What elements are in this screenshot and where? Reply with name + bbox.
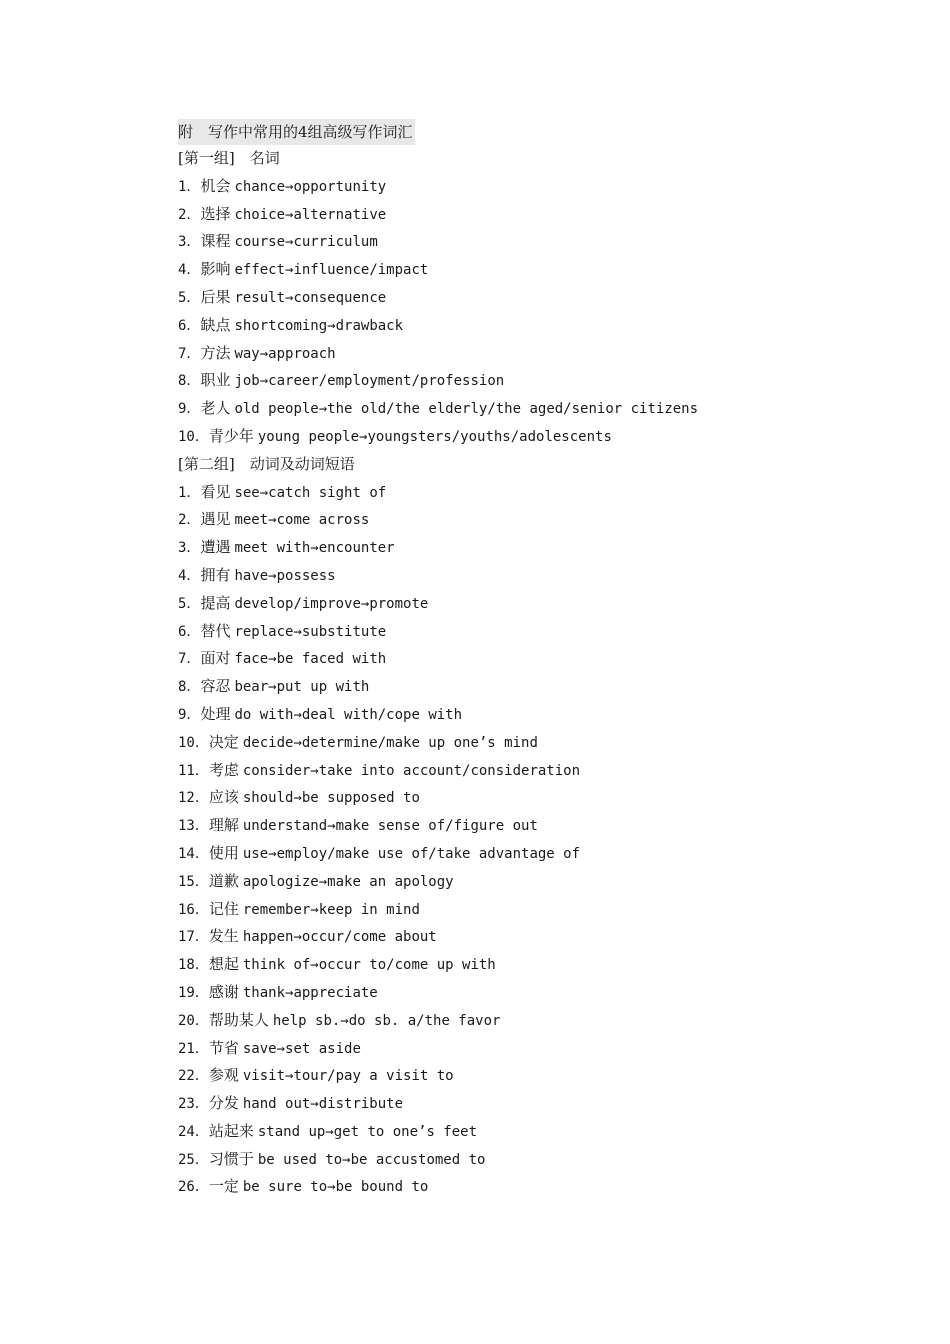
item-english: choice→alternative <box>234 206 387 223</box>
item-chinese: 看见 <box>200 482 231 501</box>
item-english: happen→occur/come about <box>242 929 437 946</box>
list-item <box>178 784 878 812</box>
list-item <box>178 701 878 729</box>
item-chinese: 容忍 <box>200 677 231 696</box>
item-english: meet with→encounter <box>234 540 395 557</box>
item-chinese: 替代 <box>200 621 231 640</box>
list-item <box>178 1090 878 1118</box>
item-chinese: 理解 <box>208 816 239 835</box>
item-english: apologize→make an apology <box>242 873 454 890</box>
list-item <box>178 228 878 256</box>
item-number: 2． <box>178 512 201 529</box>
item-number: 19． <box>178 984 209 1001</box>
item-chinese: 使用 <box>208 843 239 862</box>
item-english: save→set aside <box>242 1040 361 1057</box>
item-english: see→catch sight of <box>234 484 387 501</box>
item-english: consider→take into account/consideration <box>242 762 581 779</box>
item-number: 1． <box>178 178 201 195</box>
item-number: 13． <box>178 818 209 835</box>
item-chinese: 道歉 <box>208 871 239 890</box>
item-english: visit→tour/pay a visit to <box>242 1068 454 1085</box>
item-number: 2． <box>178 206 201 223</box>
item-english: understand→make sense of/figure out <box>242 818 538 835</box>
item-english: thank→appreciate <box>242 984 378 1001</box>
item-english: decide→determine/make up one’s mind <box>242 734 538 751</box>
item-chinese: 遭遇 <box>200 538 231 557</box>
item-number: 7． <box>178 345 201 362</box>
item-english: old people→the old/the elderly/the aged/senior citizens <box>234 401 699 418</box>
item-english: stand up→get to one’s feet <box>257 1123 478 1140</box>
item-english: remember→keep in mind <box>242 901 420 918</box>
item-english: use→employ/make use of/take advantage of <box>242 845 581 862</box>
item-chinese: 分发 <box>208 1094 239 1113</box>
item-english: be used to→be accustomed to <box>257 1151 486 1168</box>
item-chinese: 老人 <box>200 399 231 418</box>
list-item <box>178 340 878 368</box>
item-number: 7． <box>178 651 201 668</box>
item-number: 9． <box>178 706 201 723</box>
list-item <box>178 395 878 423</box>
item-number: 17． <box>178 929 209 946</box>
item-chinese: 缺点 <box>200 315 231 334</box>
item-number: 24． <box>178 1123 209 1140</box>
list-item <box>178 618 878 646</box>
list-item <box>178 896 878 924</box>
item-chinese: 课程 <box>200 232 231 251</box>
item-chinese: 拥有 <box>200 565 231 584</box>
item-chinese: 方法 <box>200 343 231 362</box>
item-english: shortcoming→drawback <box>234 317 404 334</box>
item-number: 23． <box>178 1096 209 1113</box>
item-english: way→approach <box>234 345 336 362</box>
item-english: replace→substitute <box>234 623 387 640</box>
list-item <box>178 1118 878 1146</box>
item-chinese: 遇见 <box>200 510 231 529</box>
item-english: have→possess <box>234 567 336 584</box>
item-english: chance→opportunity <box>234 178 387 195</box>
item-number: 25． <box>178 1151 209 1168</box>
item-english: job→career/employment/profession <box>234 373 505 390</box>
list-item <box>178 367 878 395</box>
item-chinese: 选择 <box>200 204 231 223</box>
item-number: 12． <box>178 790 209 807</box>
list-item <box>178 979 878 1007</box>
list-item <box>178 590 878 618</box>
list-item <box>178 729 878 757</box>
item-chinese: 站起来 <box>208 1121 254 1140</box>
list-item <box>178 534 878 562</box>
item-english: develop/improve→promote <box>234 595 429 612</box>
item-chinese: 帮助某人 <box>208 1010 269 1029</box>
item-english: face→be faced with <box>234 651 387 668</box>
list-item <box>178 256 878 284</box>
item-chinese: 处理 <box>200 704 231 723</box>
list-item <box>178 757 878 785</box>
item-english: bear→put up with <box>234 679 370 696</box>
list-item <box>178 312 878 340</box>
list-item <box>178 645 878 673</box>
item-number: 21． <box>178 1040 209 1057</box>
item-number: 22． <box>178 1068 209 1085</box>
list-item <box>178 173 878 201</box>
item-english: hand out→distribute <box>242 1096 404 1113</box>
list-item <box>178 1007 878 1035</box>
list-item <box>178 479 878 507</box>
list-item <box>178 506 878 534</box>
item-english: be sure to→be bound to <box>242 1179 429 1196</box>
item-chinese: 感谢 <box>208 982 239 1001</box>
item-number: 4． <box>178 567 201 584</box>
item-chinese: 应该 <box>208 788 239 807</box>
item-number: 8． <box>178 373 201 390</box>
page-title: 附 写作中常用的4组高级写作词汇 <box>178 119 415 145</box>
item-number: 9． <box>178 401 201 418</box>
list-item <box>178 868 878 896</box>
item-number: 11． <box>178 762 209 779</box>
item-number: 5． <box>178 595 201 612</box>
item-chinese: 记住 <box>208 899 239 918</box>
item-number: 8． <box>178 679 201 696</box>
list-item <box>178 1035 878 1063</box>
item-chinese: 习惯于 <box>208 1149 254 1168</box>
item-chinese: 节省 <box>208 1038 239 1057</box>
item-number: 6． <box>178 317 201 334</box>
group1-heading: [第一组] 名词 <box>178 149 280 167</box>
list-item <box>178 673 878 701</box>
item-number: 4． <box>178 262 201 279</box>
list-item <box>178 951 878 979</box>
group2-heading: [第二组] 动词及动词短语 <box>178 454 355 473</box>
item-number: 5． <box>178 289 201 306</box>
item-chinese: 一定 <box>208 1177 239 1196</box>
item-chinese: 提高 <box>200 593 231 612</box>
item-chinese: 后果 <box>200 287 231 306</box>
item-number: 18． <box>178 957 209 974</box>
item-chinese: 决定 <box>208 732 239 751</box>
list-item <box>178 284 878 312</box>
item-number: 10． <box>178 428 209 445</box>
list-item <box>178 1146 878 1174</box>
list-item <box>178 1173 878 1201</box>
item-chinese: 发生 <box>208 927 239 946</box>
title-line <box>178 119 878 145</box>
item-chinese: 机会 <box>200 176 231 195</box>
item-number: 14． <box>178 845 209 862</box>
item-number: 1． <box>178 484 201 501</box>
group2-list <box>178 479 878 1202</box>
list-item <box>178 923 878 951</box>
item-number: 16． <box>178 901 209 918</box>
item-chinese: 面对 <box>200 649 231 668</box>
item-number: 15． <box>178 873 209 890</box>
list-item <box>178 840 878 868</box>
item-english: meet→come across <box>234 512 370 529</box>
item-number: 26． <box>178 1179 209 1196</box>
item-english: do with→deal with/cope with <box>234 706 463 723</box>
item-chinese: 青少年 <box>208 426 254 445</box>
item-english: help sb.→do sb. a/the favor <box>272 1012 501 1029</box>
item-english: course→curriculum <box>234 234 378 251</box>
item-english: should→be supposed to <box>242 790 420 807</box>
item-number: 20． <box>178 1012 209 1029</box>
group1-list <box>178 173 878 451</box>
item-number: 6． <box>178 623 201 640</box>
document-body <box>178 119 878 1201</box>
item-number: 3． <box>178 234 201 251</box>
list-item <box>178 562 878 590</box>
item-chinese: 职业 <box>200 371 231 390</box>
item-english: result→consequence <box>234 289 387 306</box>
list-item <box>178 812 878 840</box>
item-chinese: 影响 <box>200 260 231 279</box>
item-number: 10． <box>178 734 209 751</box>
item-english: young people→youngsters/youths/adolescents <box>257 428 612 445</box>
list-item <box>178 423 878 451</box>
item-chinese: 参观 <box>208 1066 239 1085</box>
list-item <box>178 201 878 229</box>
item-number: 3． <box>178 540 201 557</box>
item-english: think of→occur to/come up with <box>242 957 496 974</box>
item-chinese: 考虑 <box>208 760 239 779</box>
list-item <box>178 1062 878 1090</box>
item-chinese: 想起 <box>208 955 239 974</box>
item-english: effect→influence/impact <box>234 262 429 279</box>
